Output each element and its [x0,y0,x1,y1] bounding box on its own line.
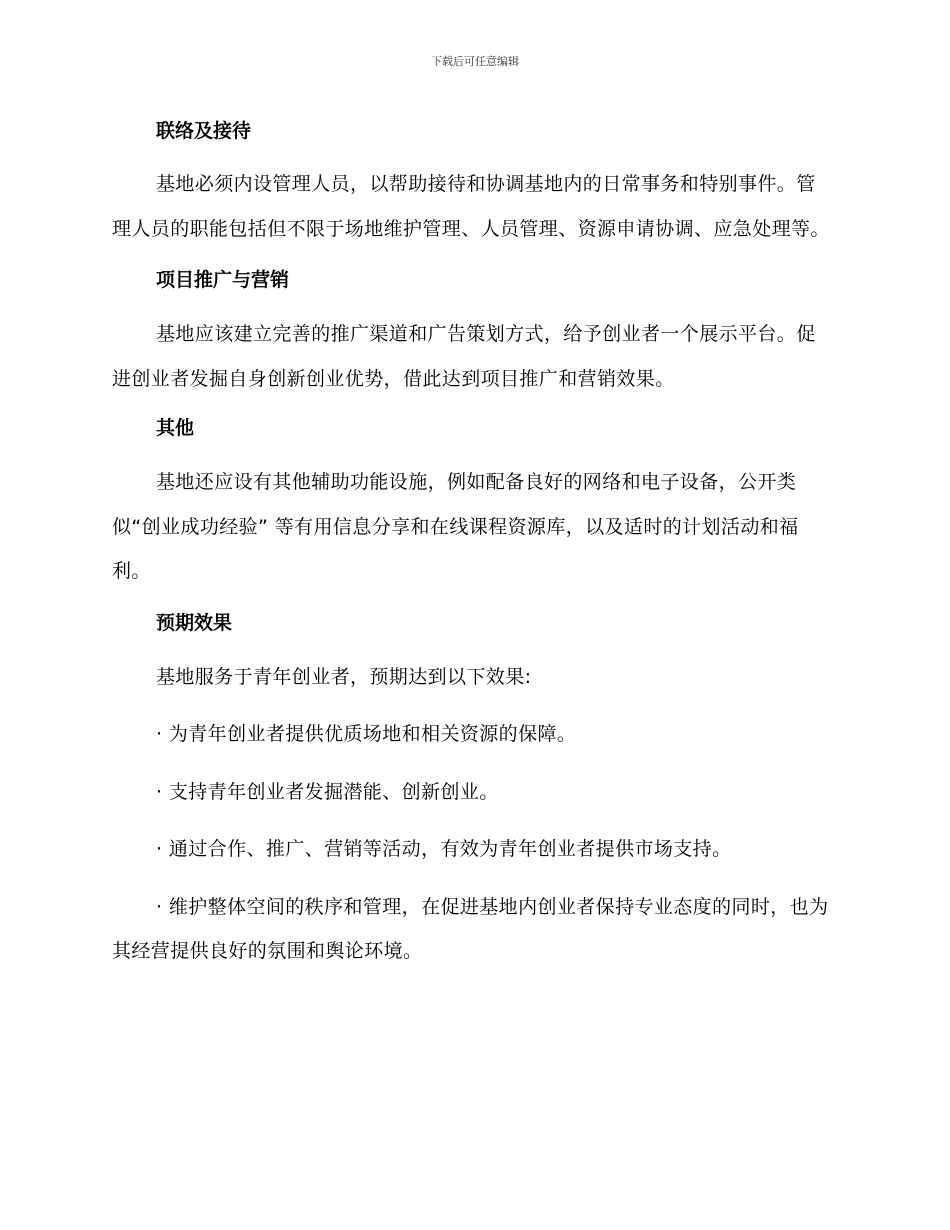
section-heading-contact: 联络及接待 [156,120,252,142]
section-paragraph-contact: 基地必须内设管理人员，以帮助接待和协调基地内的日常事务和特别事件。管理人员的职能包括但不限于场地维护管理、人员管理、资源申请协调、应急处理等。 [112,173,830,240]
section-paragraph-promotion: 基地应该建立完善的推广渠道和广告策划方式，给予创业者一个展示平台。促进创业者发掘自身创新创业优势，借此达到项目推广和营销效果。 [112,323,816,390]
bullet-item: · 维护整体空间的秩序和管理，在促进基地内创业者保持专业态度的同时，也为其经营提供良好的氛围和舆论环境。 [112,895,829,962]
bullet-item: · 为青年创业者提供优质场地和相关资源的保障。 [156,723,577,745]
bullet-item: · 通过合作、推广、营销等活动，有效为青年创业者提供市场支持。 [156,838,732,860]
section-heading-other: 其他 [156,417,195,439]
bullet-item: · 支持青年创业者发掘潜能、创新创业。 [156,780,499,803]
section-paragraph-other: 基地还应设有其他辅助功能设施，例如配备良好的网络和电子设备，公开类似“创业成功经验” 等有用信息分享和在线课程资源库，以及适时的计划活动和福利。 [112,471,799,582]
section-heading-promotion: 项目推广与营销 [156,269,290,291]
document-body [112,112,834,974]
header-note: 下载后可任意编辑 [431,55,519,68]
section-paragraph-expected-effects: 基地服务于青年创业者，预期达到以下效果: [156,665,532,688]
section-heading-expected-effects: 预期效果 [156,611,233,634]
